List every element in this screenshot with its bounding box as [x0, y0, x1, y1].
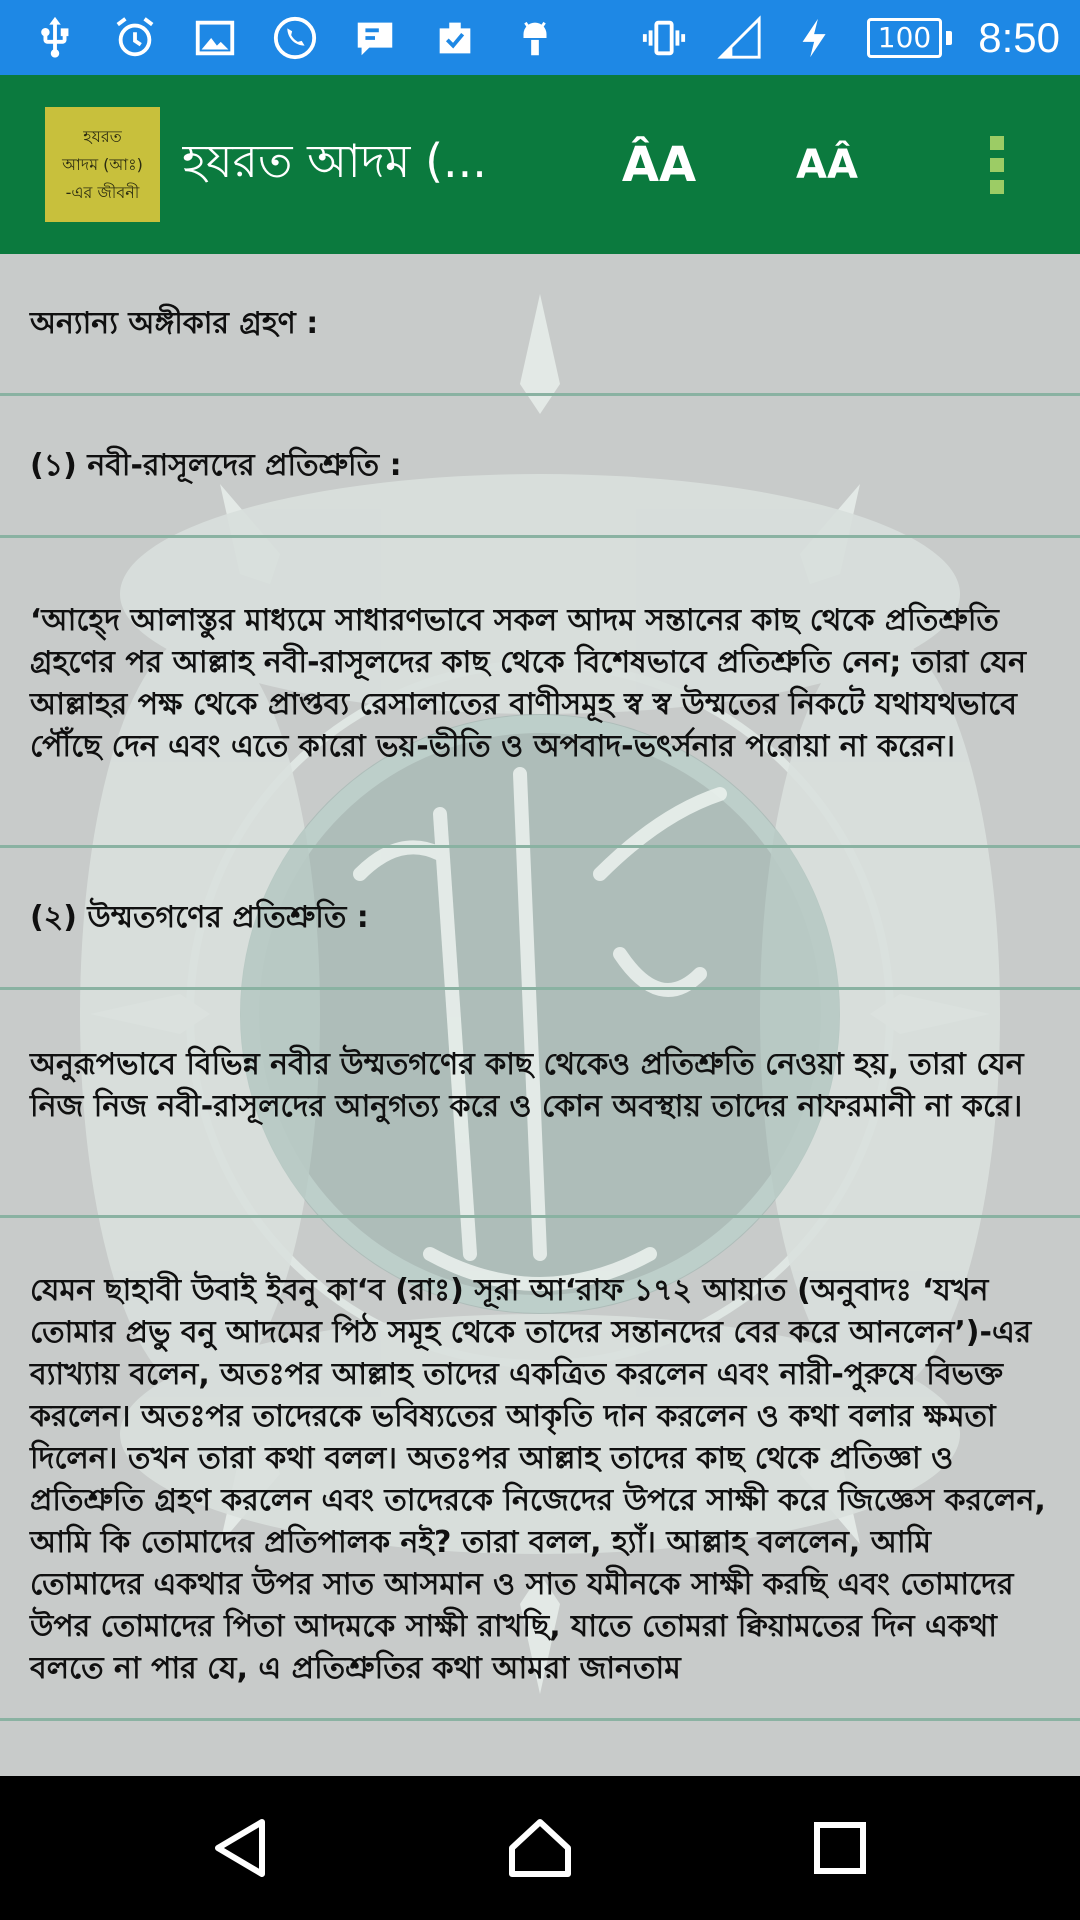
status-bar: [0, 0, 1080, 75]
navigation-bar: [0, 1776, 1080, 1920]
list-item[interactable]: [0, 254, 1080, 396]
image-icon: [190, 13, 240, 63]
paragraph-text: ‘আহ্দে আলাস্তুর মাধ্যমে সাধারণভাবে সকল আদম সন্তানের কাছ থেকে প্রতিশ্রুতি গ্রহণের পর আল্লাহ নবী-রাসূলদের কাছ থেকে বিশেষভাবে প্রতিশ্রুতি নেন; তারা যেন আল্লাহর পক্ষ থেকে প্রাপ্তব্য রেসালাতের বাণীসমূহ স্ব স্ব উম্মতের নিকটে যথাযথভাবে পৌঁছে দেন এবং এতে কারো ভয়-ভীতি ও অপবাদ-ভৎর্সনার পরোয়া না করেন।: [30, 603, 1027, 764]
list-item[interactable]: [0, 1218, 1080, 1721]
status-time: 8:50: [978, 13, 1060, 61]
logo-line: -এর জীবনী: [65, 182, 140, 202]
list-item[interactable]: [0, 990, 1080, 1218]
paragraph-text: অনুরূপভাবে বিভিন্ন নবীর উম্মতগণের কাছ থেকেও প্রতিশ্রুতি নেওয়া হয়, তারা যেন নিজ নিজ নবী-রাসূলদের আনুগত্য করে ও কোন অবস্থায় তাদের নাফরমানী না করে।: [30, 1047, 1024, 1124]
app-bar: [0, 75, 1080, 254]
logo-line: হযরত: [83, 126, 122, 146]
battery-indicator: [867, 18, 952, 58]
message-icon: [350, 13, 400, 63]
alarm-icon: [110, 13, 160, 63]
vibrate-icon: [639, 13, 689, 63]
phone-icon: [270, 13, 320, 63]
signal-icon: [715, 13, 765, 63]
list-item[interactable]: [0, 396, 1080, 538]
section-heading: (১) নবী-রাসূলদের প্রতিশ্রুতি :: [30, 447, 402, 483]
overflow-menu-button[interactable]: [942, 75, 1052, 254]
article-list: [0, 254, 1080, 1721]
back-icon: [210, 1816, 270, 1880]
section-heading: অন্যান্য অঙ্গীকার গ্রহণ :: [30, 305, 319, 341]
section-heading: (২) উম্মতগণের প্রতিশ্রুতি :: [30, 899, 369, 935]
recent-apps-icon: [812, 1820, 868, 1876]
home-icon: [508, 1816, 572, 1880]
usb-icon: [30, 13, 80, 63]
battery-level: 100: [867, 18, 942, 58]
paragraph-text: যেমন ছাহাবী উবাই ইবনু কা‘ব (রাঃ) সূরা আ‘রাফ ১৭২ আয়াত (অনুবাদঃ ‘যখন তোমার প্রভু বনু আদমের পিঠ সমূহ থেকে তাদের সন্তানদের বের করে আনলেন’)-এর ব্যাখ্যায় বলেন, অতঃপর আল্লাহ তাদের একত্রিত করলেন এবং নারী-পুরুষে বিভক্ত করলেন। অতঃপর তাদেরকে ভবিষ্যতের আকৃতি দান করলেন ও কথা বলার ক্ষমতা দিলেন। তখন তারা কথা বলল। অতঃপর আল্লাহ তাদের কাছ থেকে প্রতিজ্ঞা ও প্রতিশ্রুতি গ্রহণ করলেন এবং তাদেরকে নিজেদের উপরে সাক্ষী করে জিজ্ঞেস করলেন, আমি কি তোমাদের প্রতিপালক নই? তারা বলল, হ্যাঁ। আল্লাহ বললেন, আমি তোমাদের একথার উপর সাত আসমান ও সাত যমীনকে সাক্ষী করছি এবং তোমাদের উপর তোমাদের পিতা আদমকে সাক্ষী রাখছি, যাতে তোমরা ক্বিয়ামতের দিন একথা বলতে না পার যে, এ প্রতিশ্রুতির কথা আমরা জানতাম: [30, 1273, 1046, 1686]
more-vert-icon: [990, 136, 1004, 194]
charging-icon: [791, 13, 841, 63]
content-area[interactable]: [0, 254, 1080, 1776]
list-item[interactable]: [0, 848, 1080, 990]
briefcase-icon: [430, 13, 480, 63]
decrease-font-icon: AÂ: [796, 141, 858, 188]
home-button[interactable]: [470, 1776, 610, 1920]
list-item[interactable]: [0, 538, 1080, 848]
decrease-font-button[interactable]: [772, 75, 882, 254]
logo-line: আদম (আঃ): [62, 154, 143, 174]
increase-font-icon: ÂA: [621, 136, 697, 193]
increase-font-button[interactable]: [604, 75, 714, 254]
back-button[interactable]: [170, 1776, 310, 1920]
recent-apps-button[interactable]: [770, 1776, 910, 1920]
android-icon: [510, 13, 560, 63]
app-logo[interactable]: [45, 107, 160, 222]
app-title: হযরত আদম (...: [182, 133, 487, 188]
